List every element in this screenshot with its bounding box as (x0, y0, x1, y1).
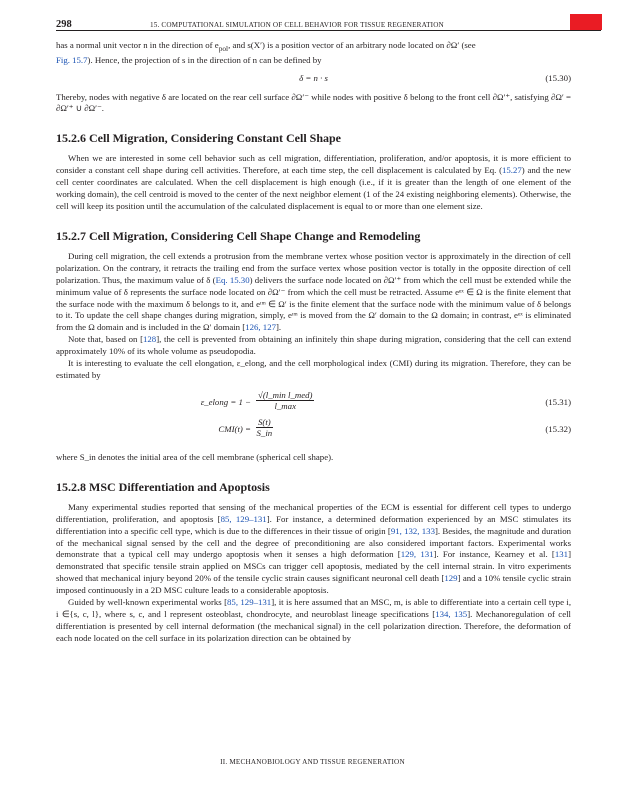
intro-paragraph-2: Thereby, nodes with negative δ are located on the rear cell surface ∂Ω′⁻ while nodes with positive δ belong to the front cell ∂Ω′⁺, satisfying ∂Ω′ = ∂Ω′⁺ ∪ ∂Ω′⁻. (56, 91, 571, 114)
text-run: ]. (276, 322, 282, 333)
section-15-2-8-paragraph-1 (56, 502, 571, 597)
text-run: Guided by well-known experimental works [ (68, 597, 228, 608)
page-number: 298 (56, 19, 72, 30)
section-heading-15-2-8: 15.2.8 MSC Differentiation and Apoptosis (56, 479, 270, 494)
intro-paragraph (56, 40, 571, 67)
text-run: ) delivers the surface node located on ∂Ω′⁺ from which the cell must be extended while the minimum value of δ represents the surface node located on ∂Ω′⁻ from which the cell must be retracted. Assume eᵉˣ ∈ Ω is the finite element that the surface node with the maximum δ belongs to it, and eᶦᵐ ∈ Ω′ is the finite element that the surface node with the minimum value of δ belongs to it. To update the cell shape changes during migration, simply, eᶦᵐ is moved from the Ω′ domain to the Ω domain; in contrast, eᵉˣ is eliminated from the Ω domain and is included in the Ω′ domain [ (56, 274, 571, 333)
equation-number: (15.31) (545, 396, 571, 407)
citation-link[interactable]: 126, 127 (245, 322, 276, 333)
equation-number: (15.30) (545, 72, 571, 83)
header-rule (56, 30, 601, 31)
page-body (56, 40, 571, 645)
citation-link[interactable]: 131 (554, 549, 569, 560)
equation-lhs: CMI(t) = (218, 423, 251, 434)
citation-link[interactable]: 129, 131 (400, 549, 434, 560)
text-run: pol (218, 43, 229, 53)
citation-link[interactable]: 85, 129–131 (227, 597, 272, 608)
figure-link[interactable]: Fig. 15.7 (56, 54, 88, 65)
text-run: ] demonstrated that specific tensile strain applied on MSCs can trigger cell apoptosis, mediated by the cell internal strain. In vitro experiments showed that mechanical injury beyond 20% of the tensile cyclic strain causes significant neuronal cell death [ (56, 549, 571, 584)
text-run: ]. For instance, a determined deformation experienced by an MSC stimulates its differentiation into a specific cell type, which is due to the differences in their tissue of origin [ (56, 513, 571, 536)
citation-link[interactable]: 129 (444, 573, 458, 584)
equation-15-32 (56, 417, 571, 441)
denominator: l_max (274, 400, 296, 411)
section-15-2-7-paragraph-4: where S_in denotes the initial area of the cell membrane (spherical cell shape). (56, 451, 334, 462)
fraction (256, 390, 314, 411)
section-heading-15-2-6: 15.2.6 Cell Migration, Considering Constant Cell Shape (56, 131, 342, 146)
numerator: S(t) (258, 416, 271, 427)
citation-link[interactable]: 85, 129–131 (220, 513, 267, 524)
fraction (256, 417, 273, 438)
text-run: ). Hence, the projection of s in the direction of n can be defined by (87, 54, 322, 65)
section-15-2-7-paragraph-2 (56, 334, 571, 358)
denominator: S_in (256, 427, 273, 438)
running-title: 15. COMPUTATIONAL SIMULATION OF CELL BEHAVIOR FOR TISSUE REGENERATION (150, 21, 444, 29)
text-run: ], the cell is prevented from obtaining an infinitely thin shape during migration, considering that the cell can extend approximately 10% of its whole volume as pseudopodia. (56, 334, 571, 357)
section-heading-15-2-7: 15.2.7 Cell Migration, Considering Cell Shape Change and Remodeling (56, 228, 421, 243)
equation-15-30 (56, 73, 571, 87)
equations-15-31-15-32 (56, 390, 571, 442)
equation-rhs (256, 417, 273, 438)
citation-link[interactable]: 134, 135 (435, 608, 468, 619)
text-run: ] and a 10% tensile cyclic strain imposed continuously in a 2D MSC culture leads to a considerable apoptosis. (56, 573, 571, 596)
equation-15-31 (56, 390, 571, 414)
equation-link[interactable]: 15.27 (502, 165, 522, 176)
equation-link[interactable]: Eq. 15.30 (215, 274, 250, 285)
text-run: , and s(X′) is a position vector of an arbitrary node located on ∂Ω′ (see (228, 40, 476, 50)
equation-rhs (256, 390, 314, 411)
section-15-2-7-paragraph-3: It is interesting to evaluate the cell elongation, ε_elong, and the cell morphological index (CMI) during its migration. Therefore, they can be estimated by (56, 358, 571, 380)
text-run: ]. Mechanoregulation of cell differentiation is presented by cell internal deformation (the mechanical signal) in the cell polarization direction. Therefore, the deformation of each node located on the cell surface in its polarization direction can be obtained by (56, 608, 572, 643)
citation-link[interactable]: 128 (143, 334, 157, 345)
text-run: ]. For instance, Kearney et al. [ (433, 549, 555, 560)
header-accent-bar (570, 14, 602, 30)
section-15-2-6-paragraph (56, 153, 571, 213)
text-run: During cell migration, the cell extends a protrusion from the membrane vertex whose position vector is approximately in the direction of cell polarization. On the contrary, it retracts the trailing end from the surface vertex whose position vector is totally in the opposite direction of cell polarization. Thus, the maximum value of δ ( (56, 250, 571, 285)
section-15-2-8-paragraph-2 (56, 597, 571, 645)
text-run: Many experimental studies reported that sensing of the mechanical properties of the ECM is essential for different cell types to undergo differentiation, proliferation, and apoptosis [ (56, 501, 571, 524)
text-run: has a normal unit vector n in the direction of e (56, 40, 219, 50)
running-footer: II. MECHANOBIOLOGY AND TISSUE REGENERATION (220, 758, 405, 766)
equation-number: (15.32) (545, 423, 571, 434)
text-run: ], it is here assumed that an MSC, m, is able to differentiate into a certain cell type i, i ∈{s, c, l}, where s, c, and l represent osteoblast, chondrocyte, and neuroblast lineage specifications [ (56, 597, 572, 619)
numerator: √(l_min l_med) (258, 389, 313, 400)
text-run: When we are interested in some cell behavior such as cell migration, differentiation, proliferation, and/or apoptosis, it is more efficient to consider a constant cell shape during cell activities. Therefore, at each time step, the cell displacement is calculated by Eq. ( (56, 153, 571, 176)
equation-body: δ = n · s (299, 72, 328, 83)
citation-link[interactable]: 91, 132, 133 (390, 525, 435, 536)
text-run: ) and the new cell center coordinates are calculated. When the cell displacement is high enough (i.e., if it is greater than the length of one element of the working domain), the cell centroid is moved to the center of the next neighbor element (1 of the 24 existing neighboring elements). Otherwise, the cell will keep its position until the accumulation of the calculated displacement is equal to or more than one element size. (56, 165, 571, 211)
text-run: Note that, based on [ (68, 334, 143, 345)
section-15-2-7-paragraph-1 (56, 251, 571, 334)
equation-lhs: ε_elong = 1 − (200, 396, 251, 407)
text-run: ]. Besides, the magnitude and duration of the mechanical signal sensed by the cell and the degree of preconditioning are also considered important factors. Experimental works demonstrate that a typical cell may undergo apoptosis when it senses a high deformation [ (56, 525, 571, 560)
